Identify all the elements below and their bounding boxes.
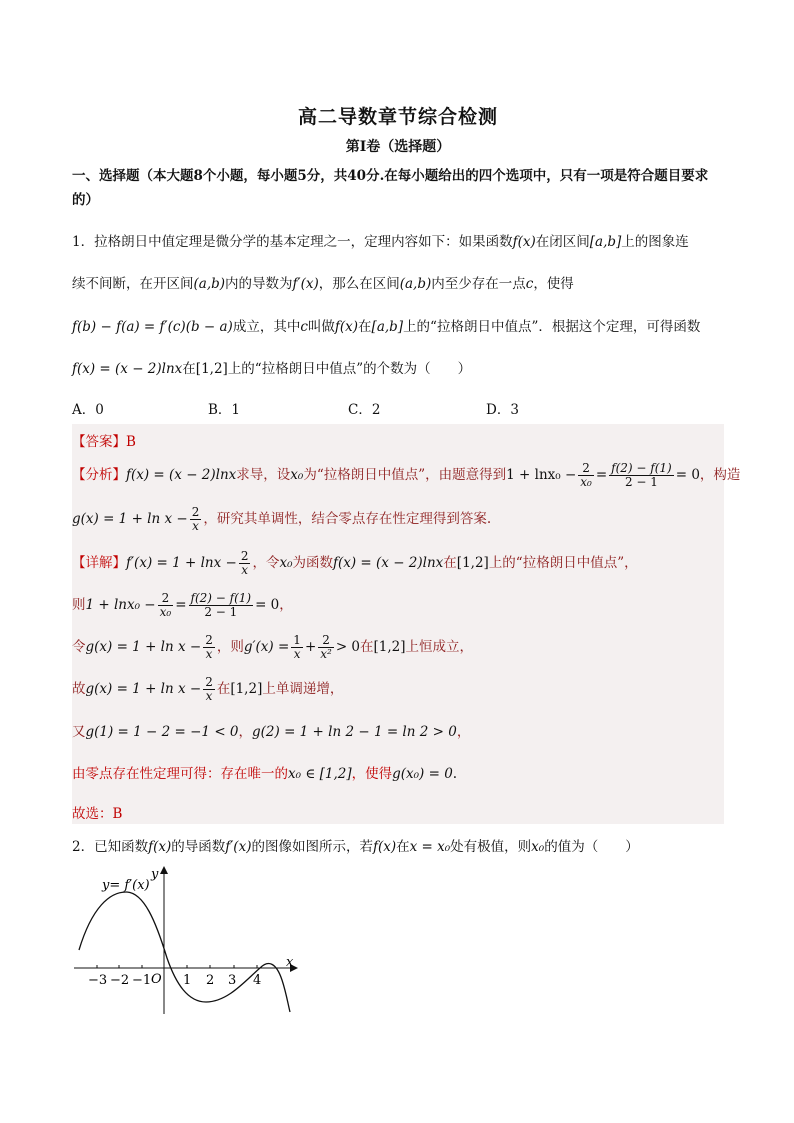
document-page [72, 0, 741, 1123]
page-title: 高二导数章节综合检测 [297, 106, 498, 128]
derivative-curve [79, 892, 290, 1012]
y-axis-label: y [151, 867, 159, 882]
tick-label-2: 2 [206, 973, 215, 988]
answer-value: B [126, 434, 136, 450]
q1-line-2: 续不间断，在开区间(a,b)内的导数为f′(x)，那么在区间(a,b)内至少存在一点c，使得 [72, 276, 574, 292]
answer-line [72, 430, 136, 450]
detail-line-6: 由零点存在性定理可得：存在唯一的x₀ ∈ [1,2]，使得g(x₀) = 0. [72, 766, 458, 782]
q2-line: 2．已知函数f(x)的导函数f′(x)的图像如图所示，若f(x)在x = x₀处有极值，则x₀的值为（ ） [72, 839, 639, 855]
curve-label: y= f′(x) [102, 878, 150, 893]
q1-line-4: f(x) = (x − 2)lnx在[1,2]上的“拉格朗日中值点”的个数为（ ） [72, 361, 472, 377]
tick-label-neg3: −3 [88, 973, 108, 988]
detail-line-3: 令g(x) = 1 + ln x − $\frac{2}{x}$ ，则g′(x) = $\frac{1}{x}$ + $\frac{2}{\text{x²}}$ > 0在[1,2]上恒成立， [72, 633, 474, 661]
option-d[interactable]: D．3 [486, 402, 519, 418]
section-subtitle: 第Ⅰ卷（选择题） [345, 139, 451, 155]
option-b[interactable]: B．1 [208, 402, 241, 418]
tick-label-3: 3 [228, 973, 237, 988]
section-instructions: 一、选择题（本大题8个小题，每小题5分，共40分.在每小题给出的四个选项中，只有一项是符合题目要求的） [72, 168, 709, 208]
q1-line-1: 1．拉格朗日中值定理是微分学的基本定理之一，定理内容如下：如果函数f(x)在闭区间[a,b]上的图象连 [72, 234, 689, 250]
x-axis-label: x [286, 955, 294, 970]
option-c[interactable]: C．2 [348, 402, 381, 418]
origin-label: O [151, 972, 162, 987]
tick-label-neg1: −1 [132, 973, 152, 988]
tick-label-4: 4 [253, 973, 262, 988]
tick-label-1: 1 [183, 973, 192, 988]
detail-conclusion: 故选：B [72, 806, 123, 822]
answer-label: 【答案】 [72, 434, 126, 450]
option-a[interactable]: A．0 [72, 402, 104, 418]
detail-line-4: 故g(x) = 1 + ln x − $\frac{2}{x}$ 在[1,2]上单调递增， [72, 675, 344, 703]
detail-line-2: 则1 + lnx₀ − $\frac{2}{\text{x₀}}$ = $\frac{f(2) - f(1)}{2 - 1}$ = 0， [72, 591, 293, 619]
analysis-line-2: g(x) = 1 + ln x − $\frac{2}{x}$ ，研究其单调性，结合零点存在性定理得到答案. [72, 505, 492, 533]
q1-line-3: f(b) − f(a) = f′(c)(b − a)成立，其中c叫做f(x)在[a,b]上的“拉格朗日中值点”．根据这个定理，可得函数 [72, 319, 701, 335]
answer-panel [72, 424, 741, 824]
y-axis-arrow [160, 866, 168, 874]
detail-line-5: 又g(1) = 1 − 2 = −1 < 0，g(2) = 1 + ln 2 − 1 = ln 2 > 0， [72, 724, 471, 740]
derivative-graph [72, 862, 302, 1017]
detail-line-1: 【详解】f′(x) = 1 + lnx − $\frac{2}{x}$ ，令x₀为函数f(x) = (x − 2)lnx在[1,2]上的“拉格朗日中值点”， [72, 549, 638, 577]
tick-label-neg2: −2 [110, 973, 130, 988]
analysis-line-1: 【分析】f(x) = (x − 2)lnx求导，设x₀为“拉格朗日中值点”，由题意得到1 + lnx₀ − $\frac{2}{\text{x₀}}$ = $\frac{f(2) - f(1)}{2 - 1}$ = 0，构造 [72, 461, 741, 489]
